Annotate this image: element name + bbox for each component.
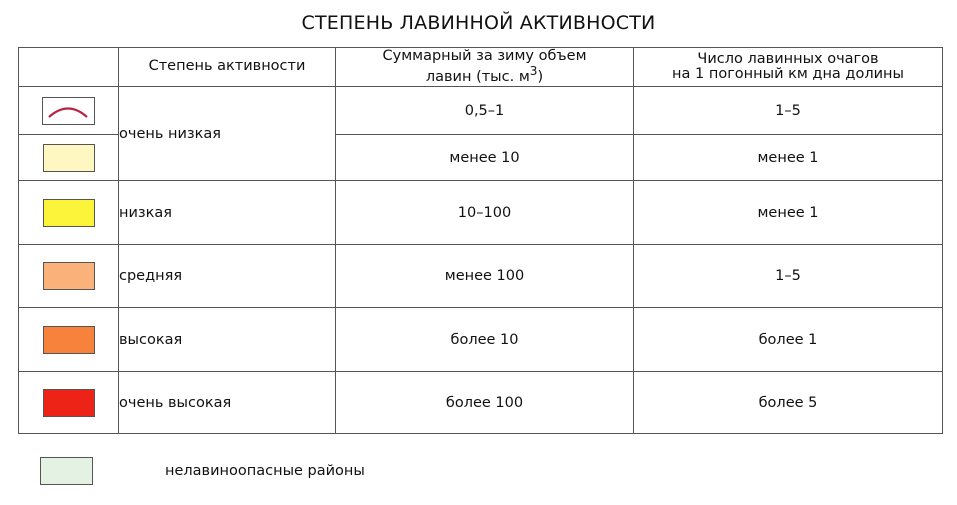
degree-cell: очень низкая [119,87,336,181]
symbol-cell [19,245,119,308]
symbol-cell [19,372,119,434]
avalanche-activity-table [18,47,943,434]
header-volume-sup: 3 [529,63,538,78]
table-row [19,87,943,135]
sources-cell: менее 1 [634,181,943,245]
sources-cell: более 5 [634,372,943,434]
header-volume-line1: Суммарный за зиму объем [382,48,587,65]
volume-cell: 10–100 [336,181,634,245]
sources-cell: 1–5 [634,87,943,135]
table-row [19,245,943,308]
degree-cell: низкая [119,181,336,245]
table-row [19,308,943,372]
table-row [19,372,943,434]
color-swatch-safe-areas [40,457,93,485]
volume-cell: 0,5–1 [336,87,634,135]
volume-cell: более 100 [336,372,634,434]
color-swatch [43,389,95,417]
symbol-cell [19,87,119,135]
degree-cell: средняя [119,245,336,308]
header-volume-line2: лавин (тыс. м [425,68,530,85]
header-symbol [19,48,119,87]
arc-line-icon [42,97,95,125]
footer-legend [40,457,365,485]
header-sources-line2: на 1 погонный км дна долины [672,66,904,82]
footer-label: нелавиноопасные районы [165,463,365,479]
volume-cell: более 10 [336,308,634,372]
symbol-cell [19,135,119,181]
volume-cell: менее 100 [336,245,634,308]
color-swatch [43,262,95,290]
volume-cell: менее 10 [336,135,634,181]
header-sources [634,48,943,87]
header-volume [336,48,634,87]
table-row [19,181,943,245]
degree-cell: высокая [119,308,336,372]
sources-cell: более 1 [634,308,943,372]
symbol-cell [19,181,119,245]
color-swatch [43,326,95,354]
sources-cell: 1–5 [634,245,943,308]
symbol-cell [19,308,119,372]
header-sources-line1: Число лавинных очагов [697,50,879,67]
header-volume-close: ) [537,68,544,85]
degree-cell: очень высокая [119,372,336,434]
sources-cell: менее 1 [634,135,943,181]
color-swatch [43,144,95,172]
page-title: СТЕПЕНЬ ЛАВИННОЙ АКТИВНОСТИ [301,12,656,34]
header-degree: Степень активности [119,48,336,87]
color-swatch [43,199,95,227]
table-header-row [19,48,943,87]
